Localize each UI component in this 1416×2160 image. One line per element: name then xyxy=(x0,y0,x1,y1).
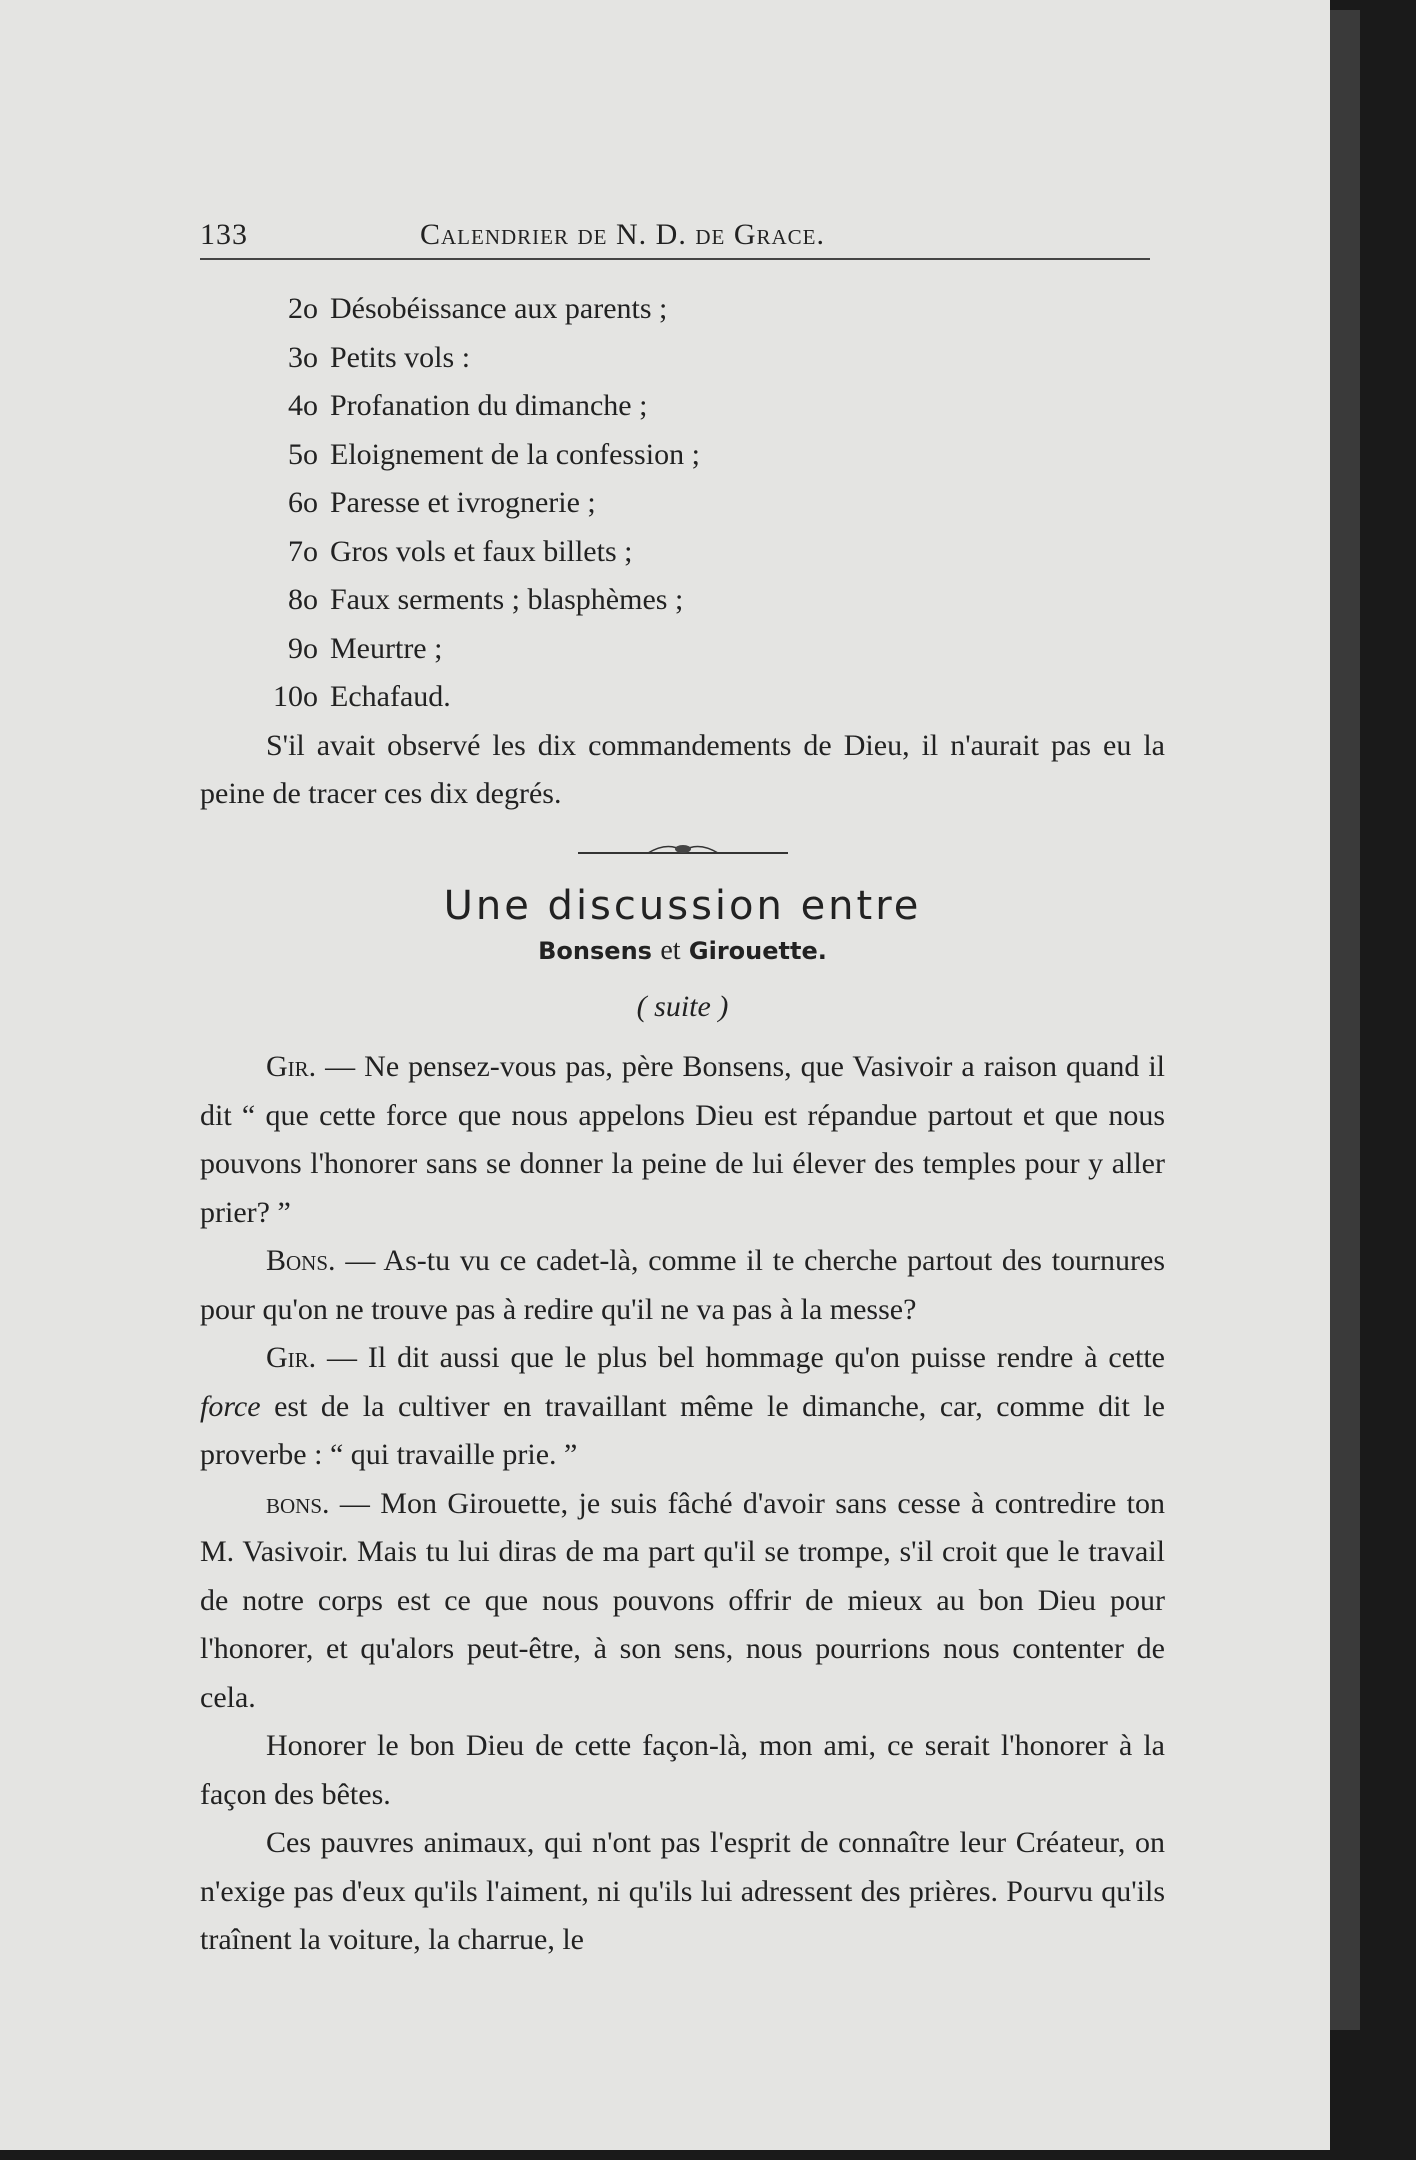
list-item xyxy=(200,625,1165,674)
page-edge-shadow xyxy=(1330,10,1360,2030)
list-item xyxy=(200,528,1165,577)
numbered-list xyxy=(200,285,1165,722)
body-paragraph: Ces pauvres animaux, qui n'ont pas l'esprit de connaître leur Créateur, on n'exige pas d'eux qu'ils l'aiment, ni qu'ils lui adressent des prières. Pourvu qu'ils traînent la voiture, la charrue, le xyxy=(200,1826,1165,1956)
dialogue-text: est de la cultiver en travaillant même le dimanche, car, comme dit le proverbe : “ qui travaille prie. ” xyxy=(200,1389,1165,1471)
list-number: 2o xyxy=(288,292,318,325)
list-number: 10o xyxy=(273,680,318,713)
ornament-divider xyxy=(200,839,1165,861)
list-text: Eloignement de la confession ; xyxy=(330,437,700,471)
dialogue-paragraph xyxy=(200,1043,1165,1237)
dialogue-paragraph xyxy=(200,1237,1165,1334)
speaker-label: Bons. xyxy=(266,1244,336,1277)
dialogue-text: — Mon Girouette, je suis fâché d'avoir sans cesse à contredire ton M. Vasivoir. Mais tu lui diras de ma part qu'il se trompe, s'il croit que le travail de notre corps est ce que nous pouvons offrir de mieux au bon Dieu pour l'honorer, et qu'alors peut-être, à son sens, nous pourrions nous contenter de cela. xyxy=(200,1486,1165,1714)
list-text: Paresse et ivrognerie ; xyxy=(330,486,596,519)
list-item xyxy=(200,479,1165,528)
running-title: Calendrier de N. D. de Grace. xyxy=(420,218,825,251)
list-number: 5o xyxy=(288,437,318,471)
closing-paragraph: S'il avait observé les dix commandements de Dieu, il n'aurait pas eu la peine de tracer ces dix degrés. xyxy=(200,728,1165,810)
suite-label: ( suite ) xyxy=(636,989,729,1023)
page-header xyxy=(200,218,1150,258)
dialogue-paragraph xyxy=(200,1334,1165,1480)
speaker-label: bons. xyxy=(266,1486,330,1520)
list-item xyxy=(200,431,1165,480)
list-number: 6o xyxy=(288,486,318,519)
subtitle-conjunction: et xyxy=(660,934,681,966)
subtitle-name-a: Bonsens xyxy=(538,936,652,965)
dialogue-paragraph xyxy=(200,1480,1165,1723)
section-title: Une discussion entre xyxy=(443,882,922,929)
section-subtitle xyxy=(200,933,1165,969)
list-text: Désobéissance aux parents ; xyxy=(330,292,668,325)
list-number: 3o xyxy=(288,340,318,374)
list-text: Profanation du dimanche ; xyxy=(330,389,648,422)
flourish-icon xyxy=(578,839,788,861)
subtitle-name-b: Girouette. xyxy=(688,936,827,965)
page-number: 133 xyxy=(200,218,248,251)
list-text: Faux serments ; blasphèmes ; xyxy=(330,583,684,616)
body-paragraph: Honorer le bon Dieu de cette façon-là, mon ami, ce serait l'honorer à la façon des bêtes. xyxy=(200,1729,1165,1811)
list-text: Echafaud. xyxy=(330,680,451,713)
dialogue-text: — Ne pensez-vous pas, père Bonsens, que Vasivoir a raison quand il dit “ que cette force que nous appelons Dieu est répandue partout et que nous pouvons l'honorer sans se donner la peine de lui élever des temples pour y aller prier? ” xyxy=(200,1050,1166,1229)
dialogue-text: — Il dit aussi que le plus bel hommage qu'on puisse rendre à cette xyxy=(327,1341,1166,1374)
list-number: 9o xyxy=(288,631,318,665)
list-text: Meurtre ; xyxy=(330,631,443,665)
speaker-label: Gir. xyxy=(266,1341,317,1374)
list-number: 8o xyxy=(288,583,318,616)
list-item xyxy=(200,334,1165,383)
list-number: 7o xyxy=(288,534,318,568)
list-item xyxy=(200,382,1165,431)
text-block xyxy=(200,285,1165,1965)
speaker-label: Gir. xyxy=(266,1050,317,1083)
list-text: Petits vols : xyxy=(330,340,471,374)
header-rule xyxy=(200,258,1150,260)
emphasis-word: force xyxy=(200,1389,261,1423)
list-number: 4o xyxy=(288,389,318,422)
list-item xyxy=(200,673,1165,722)
list-text: Gros vols et faux billets ; xyxy=(330,534,633,568)
list-item xyxy=(200,285,1165,334)
list-item xyxy=(200,576,1165,625)
dialogue-text: — As-tu vu ce cadet-là, comme il te cherche partout des tournures pour qu'on ne trouve pas à redire qu'il ne va pas à la messe? xyxy=(200,1244,1165,1326)
